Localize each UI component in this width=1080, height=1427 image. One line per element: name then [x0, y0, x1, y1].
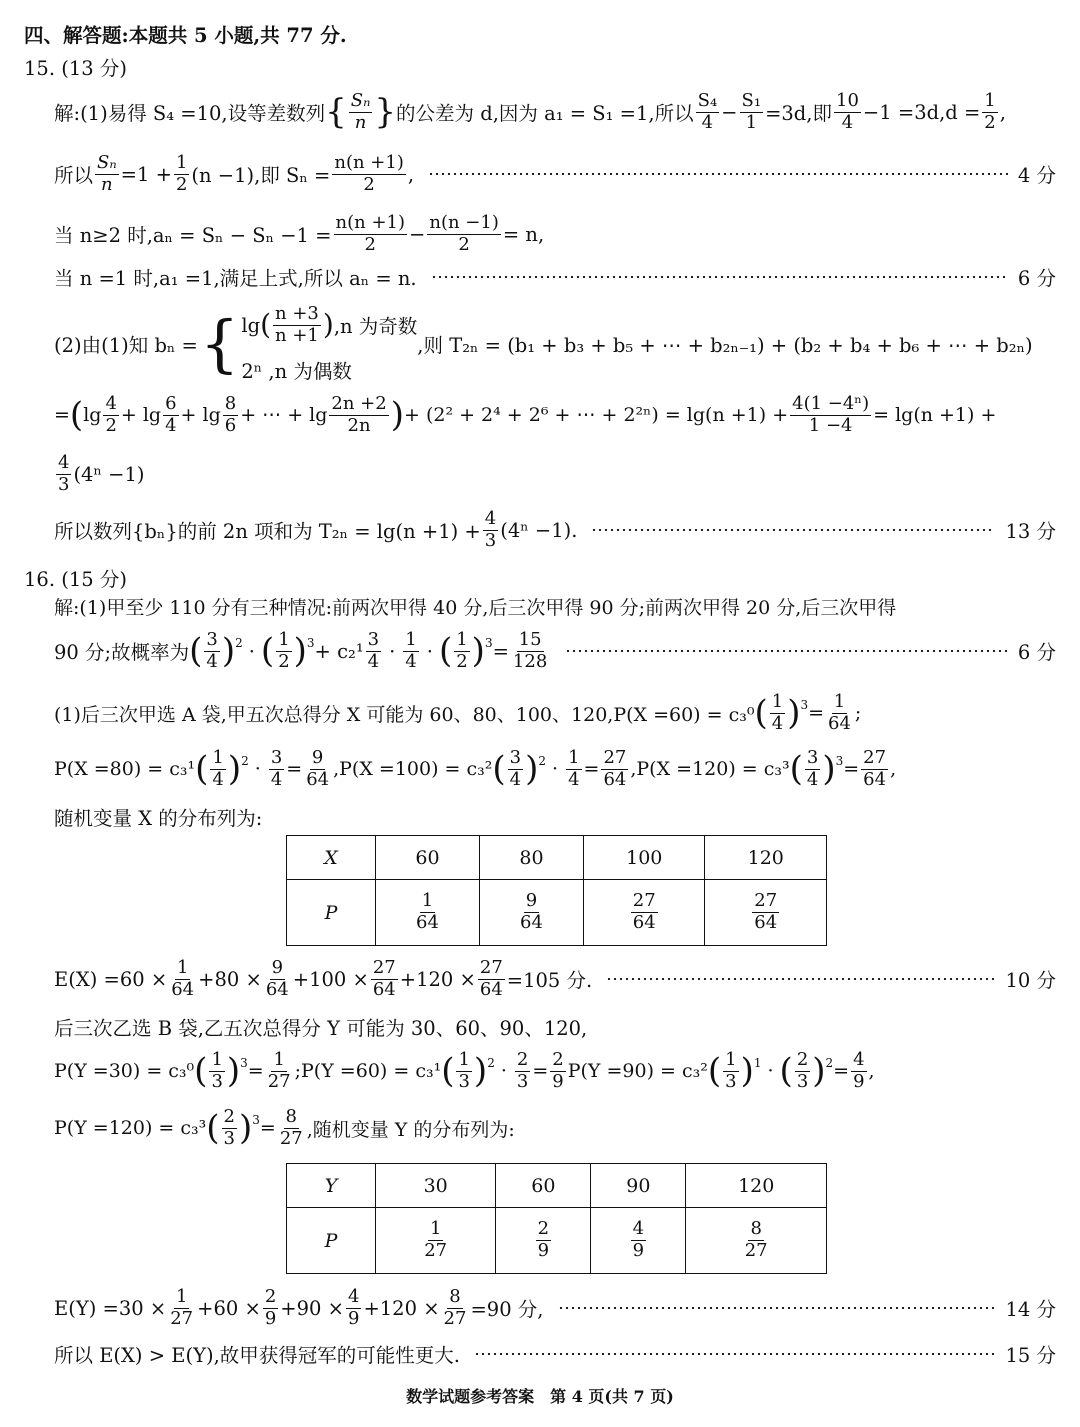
- text: = n,: [502, 222, 545, 246]
- fraction: $\frac{\text{4(1 −4ⁿ)}}{1 -4}$: [792, 392, 870, 436]
- table-cell: 100: [584, 836, 705, 880]
- q16-line-6: E(X) =60 × $\frac{1}{64}$ +80 × $\frac{9}{64}$ +100 × $\frac{27}{64}$ +120 × $\frac{27}{64}$ =105 分. 10 分: [54, 956, 1056, 1000]
- section-header: 四、解答题:本题共 5 小题,共 77 分.: [24, 24, 347, 47]
- fraction: $\frac{9}{64}$: [306, 746, 330, 790]
- fraction: $\frac{1}{4}$: [771, 690, 784, 734]
- fraction: $\frac{4}{9}$: [853, 1048, 865, 1092]
- table-cell: $\frac{1}{27}$: [376, 1208, 496, 1274]
- dot-leader: [474, 1353, 995, 1355]
- fraction: $\frac{1}{27}$: [267, 1048, 291, 1092]
- fraction: $\frac{2}{9}$: [552, 1048, 564, 1092]
- page-footer: 数学试题参考答案 第 4 页(共 7 页): [406, 1387, 674, 1406]
- table-cell: $\frac{4}{9}$: [591, 1208, 686, 1274]
- fraction: $\frac{1}{3}$: [211, 1048, 223, 1092]
- table-cell: 60: [376, 836, 480, 880]
- fraction: $\frac{n(n +1)}{2}$: [335, 211, 406, 255]
- text: (4ⁿ −1): [73, 462, 145, 486]
- fraction: $\frac{n(n -1)}{2}$: [429, 211, 499, 255]
- q15-line-7: [54, 450, 144, 498]
- distribution-table-x: [286, 835, 827, 946]
- dot-leader: [558, 1307, 996, 1309]
- distribution-table-y: [286, 1163, 827, 1274]
- q16-line-9: P(Y =120) = c₃³ ( $\frac{2}{3}$ ) 3 = $\frac{8}{27}$ ,随机变量 Y 的分布列为:: [54, 1105, 515, 1149]
- fraction: $\frac{1}{2}$: [278, 628, 290, 672]
- fraction: $\frac{1}{64}$: [828, 690, 851, 734]
- fraction: $\frac{27}{64}$: [603, 746, 627, 790]
- table-cell: $\frac{27}{64}$: [705, 880, 827, 946]
- q15-line-8: [54, 506, 1056, 554]
- table-cell: $\frac{1}{64}$: [376, 880, 480, 946]
- brace-open: {: [325, 92, 347, 132]
- q15-line-2: [54, 150, 1056, 198]
- text: = lg(n +1) +: [873, 404, 997, 426]
- fraction: $\frac{2}{3}$: [516, 1048, 529, 1092]
- fraction: $\frac{1}{4}$: [568, 746, 580, 790]
- fraction: $\frac{27}{64}$: [479, 956, 503, 1000]
- q15-line-1: [54, 88, 1006, 136]
- paren-close: ): [390, 395, 404, 435]
- text: 90 分;故概率为: [54, 641, 190, 664]
- text: −: [409, 222, 426, 246]
- text: 所以: [54, 164, 94, 187]
- text: ,: [999, 100, 1006, 124]
- fraction: $\frac{1}{3}$: [725, 1048, 737, 1092]
- fraction: $\frac{\text{Sₙ}}{n}$: [350, 89, 371, 133]
- fraction: $\frac{\text{Sₙ}}{n}$: [97, 151, 117, 195]
- table-cell: $\frac{8}{27}$: [686, 1208, 827, 1274]
- dot-leader: [606, 978, 995, 980]
- text: ;: [854, 702, 862, 724]
- q16-line-11: 所以 E(X) > E(Y),故甲获得冠军的可能性更大. 15 分: [54, 1339, 1056, 1369]
- fraction: $\frac{n(n +1)}{2}$: [334, 151, 404, 195]
- fraction: $\frac{3}{4}$: [367, 628, 380, 672]
- table-cell: $\frac{9}{64}$: [480, 880, 584, 946]
- q15-line-6: [54, 390, 996, 440]
- dot-leader: [428, 173, 1008, 175]
- text: =: [492, 639, 509, 663]
- text: + lg: [120, 404, 162, 426]
- fraction: $\frac{3}{4}$: [509, 746, 522, 790]
- table-cell: 120: [686, 1164, 827, 1208]
- table-cell: P: [287, 880, 376, 946]
- score-mark: 6 分: [1017, 641, 1056, 664]
- paren-open: (: [69, 395, 84, 435]
- table-cell: 90: [591, 1164, 686, 1208]
- q16-line-8: P(Y =30) = c₃⁰ ( $\frac{1}{3}$ ) 3 = $\frac{1}{27}$ ;P(Y =60) = c₃¹ ( $\frac{1}{3}$ ) 2 · $\frac{2}{3}$ = $\frac{2}{9}$ P(Y =90) = c₃² ( $\frac{1}{3}$ ) 1 · ( $\frac{2}{3}$ ) 2 = $\frac{4}{9}$ ,: [54, 1048, 875, 1092]
- fraction: $\frac{1}{2}$: [175, 151, 188, 195]
- fraction: $\frac{4}{9}$: [347, 1285, 360, 1329]
- fraction: $\frac{8}{27}$: [443, 1285, 467, 1329]
- score-mark: 10 分: [1005, 969, 1056, 992]
- score-mark: 4 分: [1017, 164, 1056, 187]
- fraction: $\frac{3}{4}$: [270, 746, 283, 790]
- q15-line-4: [54, 262, 1056, 292]
- table-cell: P: [287, 1208, 376, 1274]
- fraction: $\frac{2}{3}$: [223, 1105, 235, 1149]
- case-odd: lg ( $\frac{n +3}{n +1}$ ) ,n 为奇数: [241, 303, 418, 346]
- fraction: $\frac{4}{3}$: [58, 451, 70, 495]
- q15-label: 15. (13 分): [24, 57, 127, 80]
- table-cell: 60: [496, 1164, 591, 1208]
- dot-leader: [565, 650, 1008, 652]
- fraction: $\frac{27}{64}$: [372, 956, 396, 1000]
- fraction: $\frac{15}{128}$: [512, 628, 548, 672]
- dot-leader: [431, 276, 1008, 278]
- fraction: $\frac{27}{64}$: [863, 746, 887, 790]
- q15-line-5: [54, 304, 1033, 384]
- text: + c₂¹: [314, 639, 364, 663]
- text: (4ⁿ −1).: [500, 518, 578, 542]
- brace-close: }: [374, 92, 397, 132]
- text: 当 n≥2 时,aₙ = Sₙ − Sₙ −1 =: [54, 224, 332, 247]
- text: + (2² + 2⁴ + 2⁶ + ⋯ + 2²ⁿ) = lg(n +1) +: [403, 404, 789, 426]
- text: P(X =80) = c₃¹: [54, 758, 196, 780]
- fraction: $\frac{1}{27}$: [170, 1285, 194, 1329]
- fraction: $\frac{2}{3}$: [796, 1048, 809, 1092]
- fraction: $\frac{8}{27}$: [279, 1105, 303, 1149]
- fraction: $\frac{1}{2}$: [456, 628, 468, 672]
- q16-line-1: 解:(1)甲至少 110 分有三种情况:前两次甲得 40 分,后三次甲得 90 分;前两次甲得 20 分,后三次甲得: [54, 597, 897, 619]
- score-mark: 6 分: [1017, 267, 1056, 290]
- table-cell: 30: [376, 1164, 496, 1208]
- table-cell: X: [287, 836, 376, 880]
- fraction: $\frac{\text{S₄}}{4}$: [697, 89, 718, 133]
- text: 当 n =1 时,a₁ =1,满足上式,所以 aₙ = n.: [54, 267, 417, 290]
- fraction: $\frac{6}{4}$: [165, 392, 177, 436]
- table-cell: $\frac{2}{9}$: [496, 1208, 591, 1274]
- text: (2)由(1)知 bₙ =: [54, 334, 198, 357]
- text: lg: [83, 404, 102, 426]
- text: =3d,即: [765, 102, 832, 125]
- table-cell: 120: [705, 836, 827, 880]
- text: −1 =3d,d =: [862, 100, 981, 124]
- q16-line-5: 随机变量 X 的分布列为:: [54, 807, 263, 830]
- score-mark: 13 分: [1005, 520, 1056, 543]
- fraction: $\frac{1}{3}$: [458, 1048, 470, 1092]
- text: 解:(1)易得 S₄ =10,设等差数列: [54, 102, 326, 125]
- q16-line-2: 90 分;故概率为 ( $\frac{3}{4}$ ) 2 · ( $\frac{1}{2}$ ) 3 + c₂¹ $\frac{3}{4}$ · $\frac{1}{4}$ · ( $\frac{1}{2}$ ) 3 = $\frac{15}{128}$ 6 分: [54, 628, 1056, 672]
- score-mark: 14 分: [1005, 1298, 1056, 1321]
- table-cell: 80: [480, 836, 584, 880]
- dot-leader: [591, 529, 995, 531]
- fraction: $\frac{10}{4}$: [836, 89, 859, 133]
- q16-line-10: E(Y) =30 × $\frac{1}{27}$ +60 × $\frac{2}{9}$ +90 × $\frac{4}{9}$ +120 × $\frac{8}{27}$ =90 分, 14 分: [54, 1285, 1056, 1329]
- fraction: $\frac{2n +2}{2n}$: [331, 392, 387, 436]
- fraction: $\frac{1}{64}$: [171, 956, 195, 1000]
- fraction: $\frac{\text{S₁}}{1}$: [741, 89, 762, 133]
- text: (n −1),即 Sₙ =: [191, 164, 331, 187]
- piecewise-cases: [241, 304, 417, 384]
- table-cell: Y: [287, 1164, 376, 1208]
- text: 的公差为 d,因为 a₁ = S₁ =1,所以: [396, 102, 694, 125]
- score-mark: 15 分: [1005, 1344, 1056, 1367]
- q16-line-3: (1)后三次甲选 A 袋,甲五次总得分 X 可能为 60、80、100、120,P(X =60) = c₃⁰ ( $\frac{1}{4}$ ) 3 = $\frac{1}{64}$ ;: [54, 690, 862, 734]
- text: =: [54, 404, 70, 426]
- q15-line-3: [54, 210, 544, 258]
- text: (1)后三次甲选 A 袋,甲五次总得分 X 可能为 60、80、100、120,P(X =60) = c₃⁰: [54, 703, 755, 726]
- fraction: $\frac{3}{4}$: [806, 746, 819, 790]
- fraction: $\frac{3}{4}$: [206, 628, 218, 672]
- text: + lg: [180, 404, 221, 426]
- fraction: $\frac{1}{2}$: [984, 89, 996, 133]
- fraction: $\frac{8}{6}$: [224, 392, 237, 436]
- text: =: [808, 702, 825, 724]
- text: ,: [407, 162, 415, 186]
- fraction: $\frac{1}{4}$: [405, 628, 417, 672]
- fraction: $\frac{4}{3}$: [484, 507, 497, 551]
- fraction: $\frac{4}{2}$: [105, 392, 117, 436]
- text: ,则 T₂ₙ = (b₁ + b₃ + b₅ + ⋯ + b₂ₙ₋₁) + (b₂ + b₄ + b₆ + ⋯ + b₂ₙ): [417, 334, 1033, 357]
- text: 所以数列{bₙ}的前 2n 项和为 T₂ₙ = lg(n +1) +: [54, 520, 481, 543]
- q16-line-4: P(X =80) = c₃¹ ( $\frac{1}{4}$ ) 2 · $\frac{3}{4}$ = $\frac{9}{64}$ ,P(X =100) = c₃² ( $\frac{3}{4}$ ) 2 · $\frac{1}{4}$ = $\frac{27}{64}$ ,P(X =120) = c₃³ ( $\frac{3}{4}$ ) 3 = $\frac{27}{64}$ ,: [54, 746, 897, 790]
- table-cell: $\frac{27}{64}$: [584, 880, 705, 946]
- case-even: 2ⁿ ,n 为偶数: [241, 360, 352, 383]
- text: −: [721, 100, 738, 124]
- fraction: $\frac{9}{64}$: [265, 956, 289, 1000]
- q16-line-7: 后三次乙选 B 袋,乙五次总得分 Y 可能为 30、60、90、120,: [54, 1017, 588, 1040]
- q16-label: 16. (15 分): [24, 568, 127, 591]
- text: + ⋯ + lg: [240, 404, 328, 426]
- fraction: $\frac{1}{4}$: [212, 746, 224, 790]
- text: =1 +: [120, 162, 172, 186]
- fraction: $\frac{2}{9}$: [264, 1285, 277, 1329]
- piecewise-brace: {: [199, 307, 240, 380]
